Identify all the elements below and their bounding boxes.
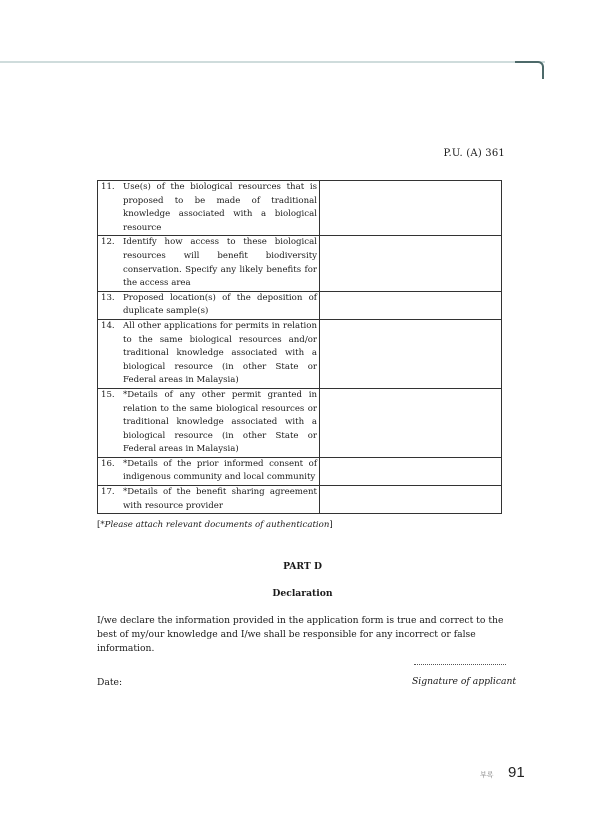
form-answer-field[interactable] xyxy=(320,388,502,457)
form-question-cell xyxy=(98,236,320,291)
item-question: Identify how access to these biological resources will benefit biodiversity conservation. Specify any likely benefits for the access area xyxy=(123,237,317,289)
form-question-cell xyxy=(98,457,320,485)
form-row xyxy=(98,388,502,457)
regulation-reference: P.U. (A) 361 xyxy=(443,148,505,159)
page-number: 91 xyxy=(508,764,525,781)
footer-tag: 부록 xyxy=(480,771,494,779)
form-question-cell xyxy=(98,486,320,514)
item-question: *Details of the benefit sharing agreement with resource provider xyxy=(123,487,317,511)
form-answer-field[interactable] xyxy=(320,319,502,388)
item-question: *Details of the prior informed consent of indigenous community and local community xyxy=(123,458,317,483)
header-corner-hook xyxy=(515,61,544,79)
form-question-cell xyxy=(98,388,320,457)
item-question: All other applications for permits in relation to the same biological resources and/or traditional knowledge associated with a biological resource (in other State or Federal areas in Malaysia) xyxy=(123,320,317,386)
form-row xyxy=(98,236,502,291)
item-question: Proposed location(s) of the deposition of duplicate sample(s) xyxy=(123,292,317,317)
item-number: 13. xyxy=(101,292,115,303)
form-row xyxy=(98,291,502,319)
form-row xyxy=(98,181,502,236)
item-number: 11. xyxy=(101,182,115,192)
item-number: 14. xyxy=(101,320,115,331)
form-question-cell xyxy=(98,291,320,319)
form-question-cell xyxy=(98,181,320,236)
attachment-note: [*Please attach relevant documents of authentication] xyxy=(97,520,333,530)
form-question-cell xyxy=(98,319,320,388)
signature-line[interactable] xyxy=(414,664,506,665)
part-d-title: PART D xyxy=(283,561,322,572)
item-question: *Details of any other permit granted in relation to the same biological resources or traditional knowledge associated with a biological resource (in other State or Federal areas in Malaysia) xyxy=(123,389,317,455)
form-row xyxy=(98,486,502,514)
form-answer-field[interactable] xyxy=(320,291,502,319)
declaration-heading: Declaration xyxy=(272,588,333,599)
date-label: Date: xyxy=(97,677,123,688)
form-row xyxy=(98,319,502,388)
form-answer-field[interactable] xyxy=(320,181,502,236)
declaration-text: I/we declare the information provided in the application form is true and correct to the best of my/our knowledge and I/we shall be responsible for any incorrect or false information. xyxy=(97,615,504,654)
item-number: 15. xyxy=(101,389,115,400)
item-number: 12. xyxy=(101,237,115,248)
item-number: 16. xyxy=(101,458,115,469)
form-answer-field[interactable] xyxy=(320,457,502,485)
application-form-table xyxy=(97,180,502,514)
header-rule xyxy=(0,61,545,63)
form-answer-field[interactable] xyxy=(320,236,502,291)
form-row xyxy=(98,457,502,485)
item-question: Use(s) of the biological resources that is proposed to be made of traditional knowledge associated with a biological resource xyxy=(123,182,317,233)
signature-label: Signature of applicant xyxy=(412,676,517,687)
form-answer-field[interactable] xyxy=(320,486,502,514)
item-number: 17. xyxy=(101,487,115,498)
